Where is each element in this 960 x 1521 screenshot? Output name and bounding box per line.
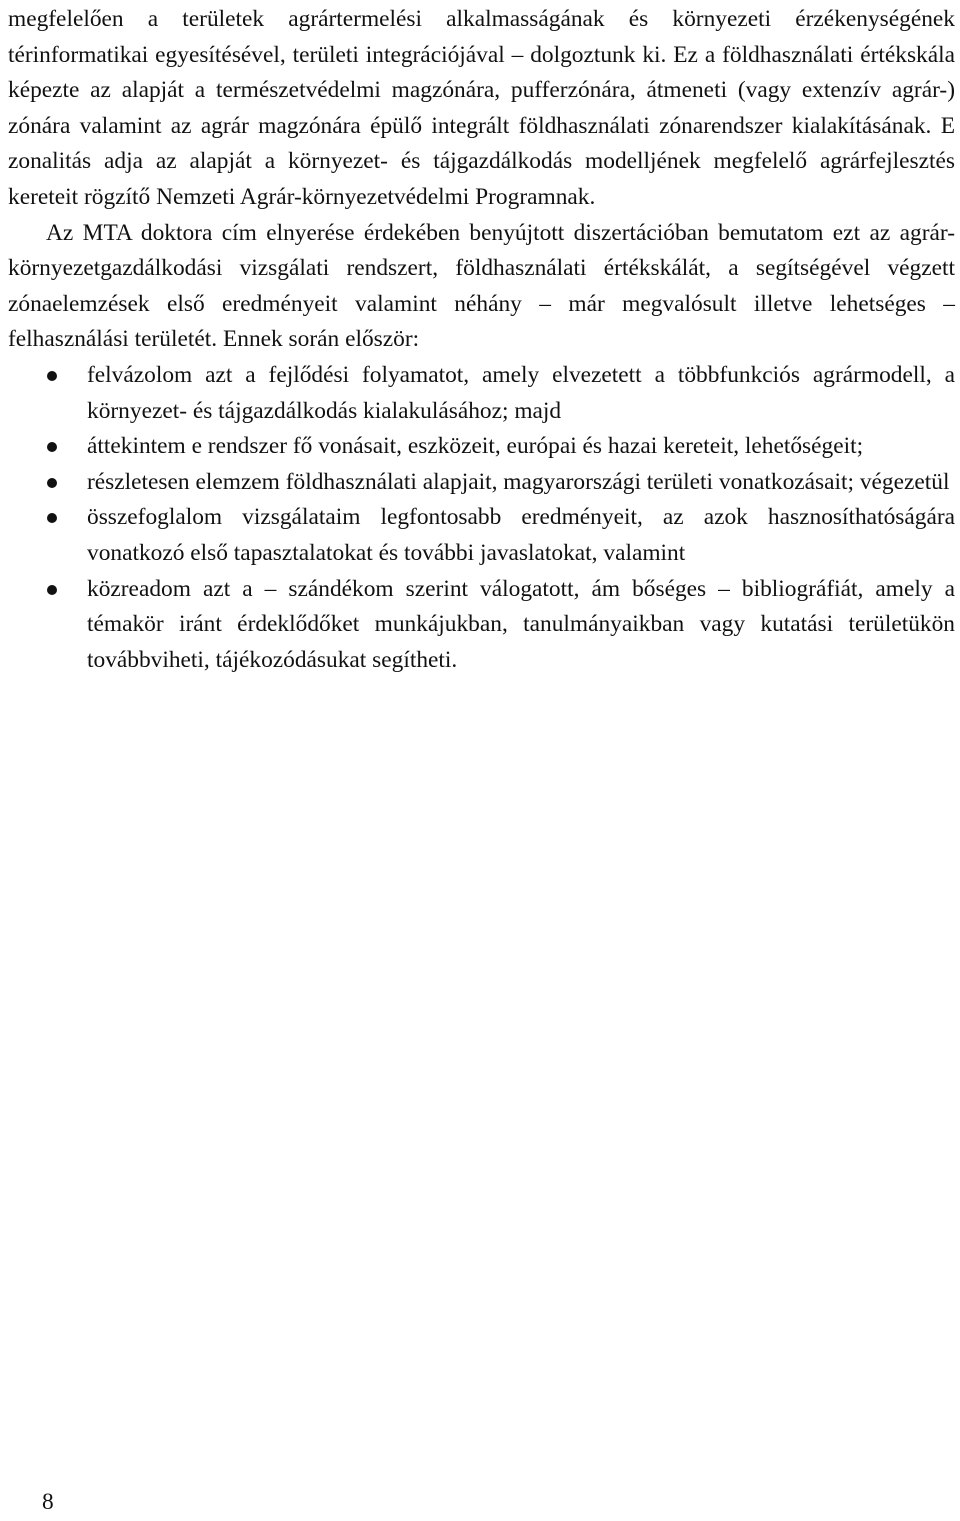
- list-item: [8, 500, 955, 571]
- list-item-text: közreadom azt a – szándékom szerint válogatott, ám bőséges – bibliográfiát, amely a témakör iránt érdeklődőket munkájukban, tanulmányaikban vagy kutatási területükön továbbviheti, tájékozódásukat segítheti.: [87, 575, 955, 673]
- list-item-text: részletesen elemzem földhasználati alapjait, magyarországi területi vonatkozásait; végezetül: [87, 468, 950, 495]
- list-item-text: felvázolom azt a fejlődési folyamatot, amely elvezetett a többfunkciós agrármodell, a környezet- és tájgazdálkodás kialakulásához; majd: [87, 361, 955, 424]
- bullet-list: [8, 358, 955, 678]
- list-item: [8, 358, 955, 429]
- bullet-icon: [47, 585, 57, 595]
- bullet-icon: [47, 442, 57, 452]
- page-body: [8, 2, 955, 678]
- list-item: [8, 572, 955, 679]
- body-paragraph-1: megfelelően a területek agrártermelési alkalmasságának és környezeti érzékenységének térinformatikai egyesítésével, területi integrációjával – dolgoztunk ki. Ez a földhasználati értékskála képezte az alapját a természetvédelmi magzónára, pufferzónára, átmeneti (vagy extenzív agrár-) zónára valamint az agrár magzónára épülő integrált földhasználati zónarendszer kialakításának. E zonalitás adja az alapját a környezet- és tájgazdálkodás modelljének megfelelő agrárfejlesztés kereteit rögzítő Nemzeti Agrár-környezetvédelmi Programnak.: [8, 6, 955, 210]
- body-paragraph-2: Az MTA doktora cím elnyerése érdekében benyújtott diszertációban bemutatom ezt az agrár-környezetgazdálkodási vizsgálati rendszert, földhasználati értékskálát, a segítségével végzett zónaelemzések első eredményeit valamint néhány – már megvalósult illetve lehetséges – felhasználási területét. Ennek során először:: [8, 219, 955, 353]
- bullet-icon: [47, 478, 57, 488]
- bullet-icon: [47, 513, 57, 523]
- bullet-icon: [47, 371, 57, 381]
- list-item-text: áttekintem e rendszer fő vonásait, eszközeit, európai és hazai kereteit, lehetőségeit;: [87, 433, 864, 460]
- list-item-text: összefoglalom vizsgálataim legfontosabb eredményeit, az azok hasznosíthatóságára vonatkozó első tapasztalatokat és további javaslatokat, valamint: [87, 504, 955, 566]
- list-item: [8, 465, 955, 501]
- page-number: 8: [42, 1489, 54, 1515]
- list-item: [8, 429, 955, 465]
